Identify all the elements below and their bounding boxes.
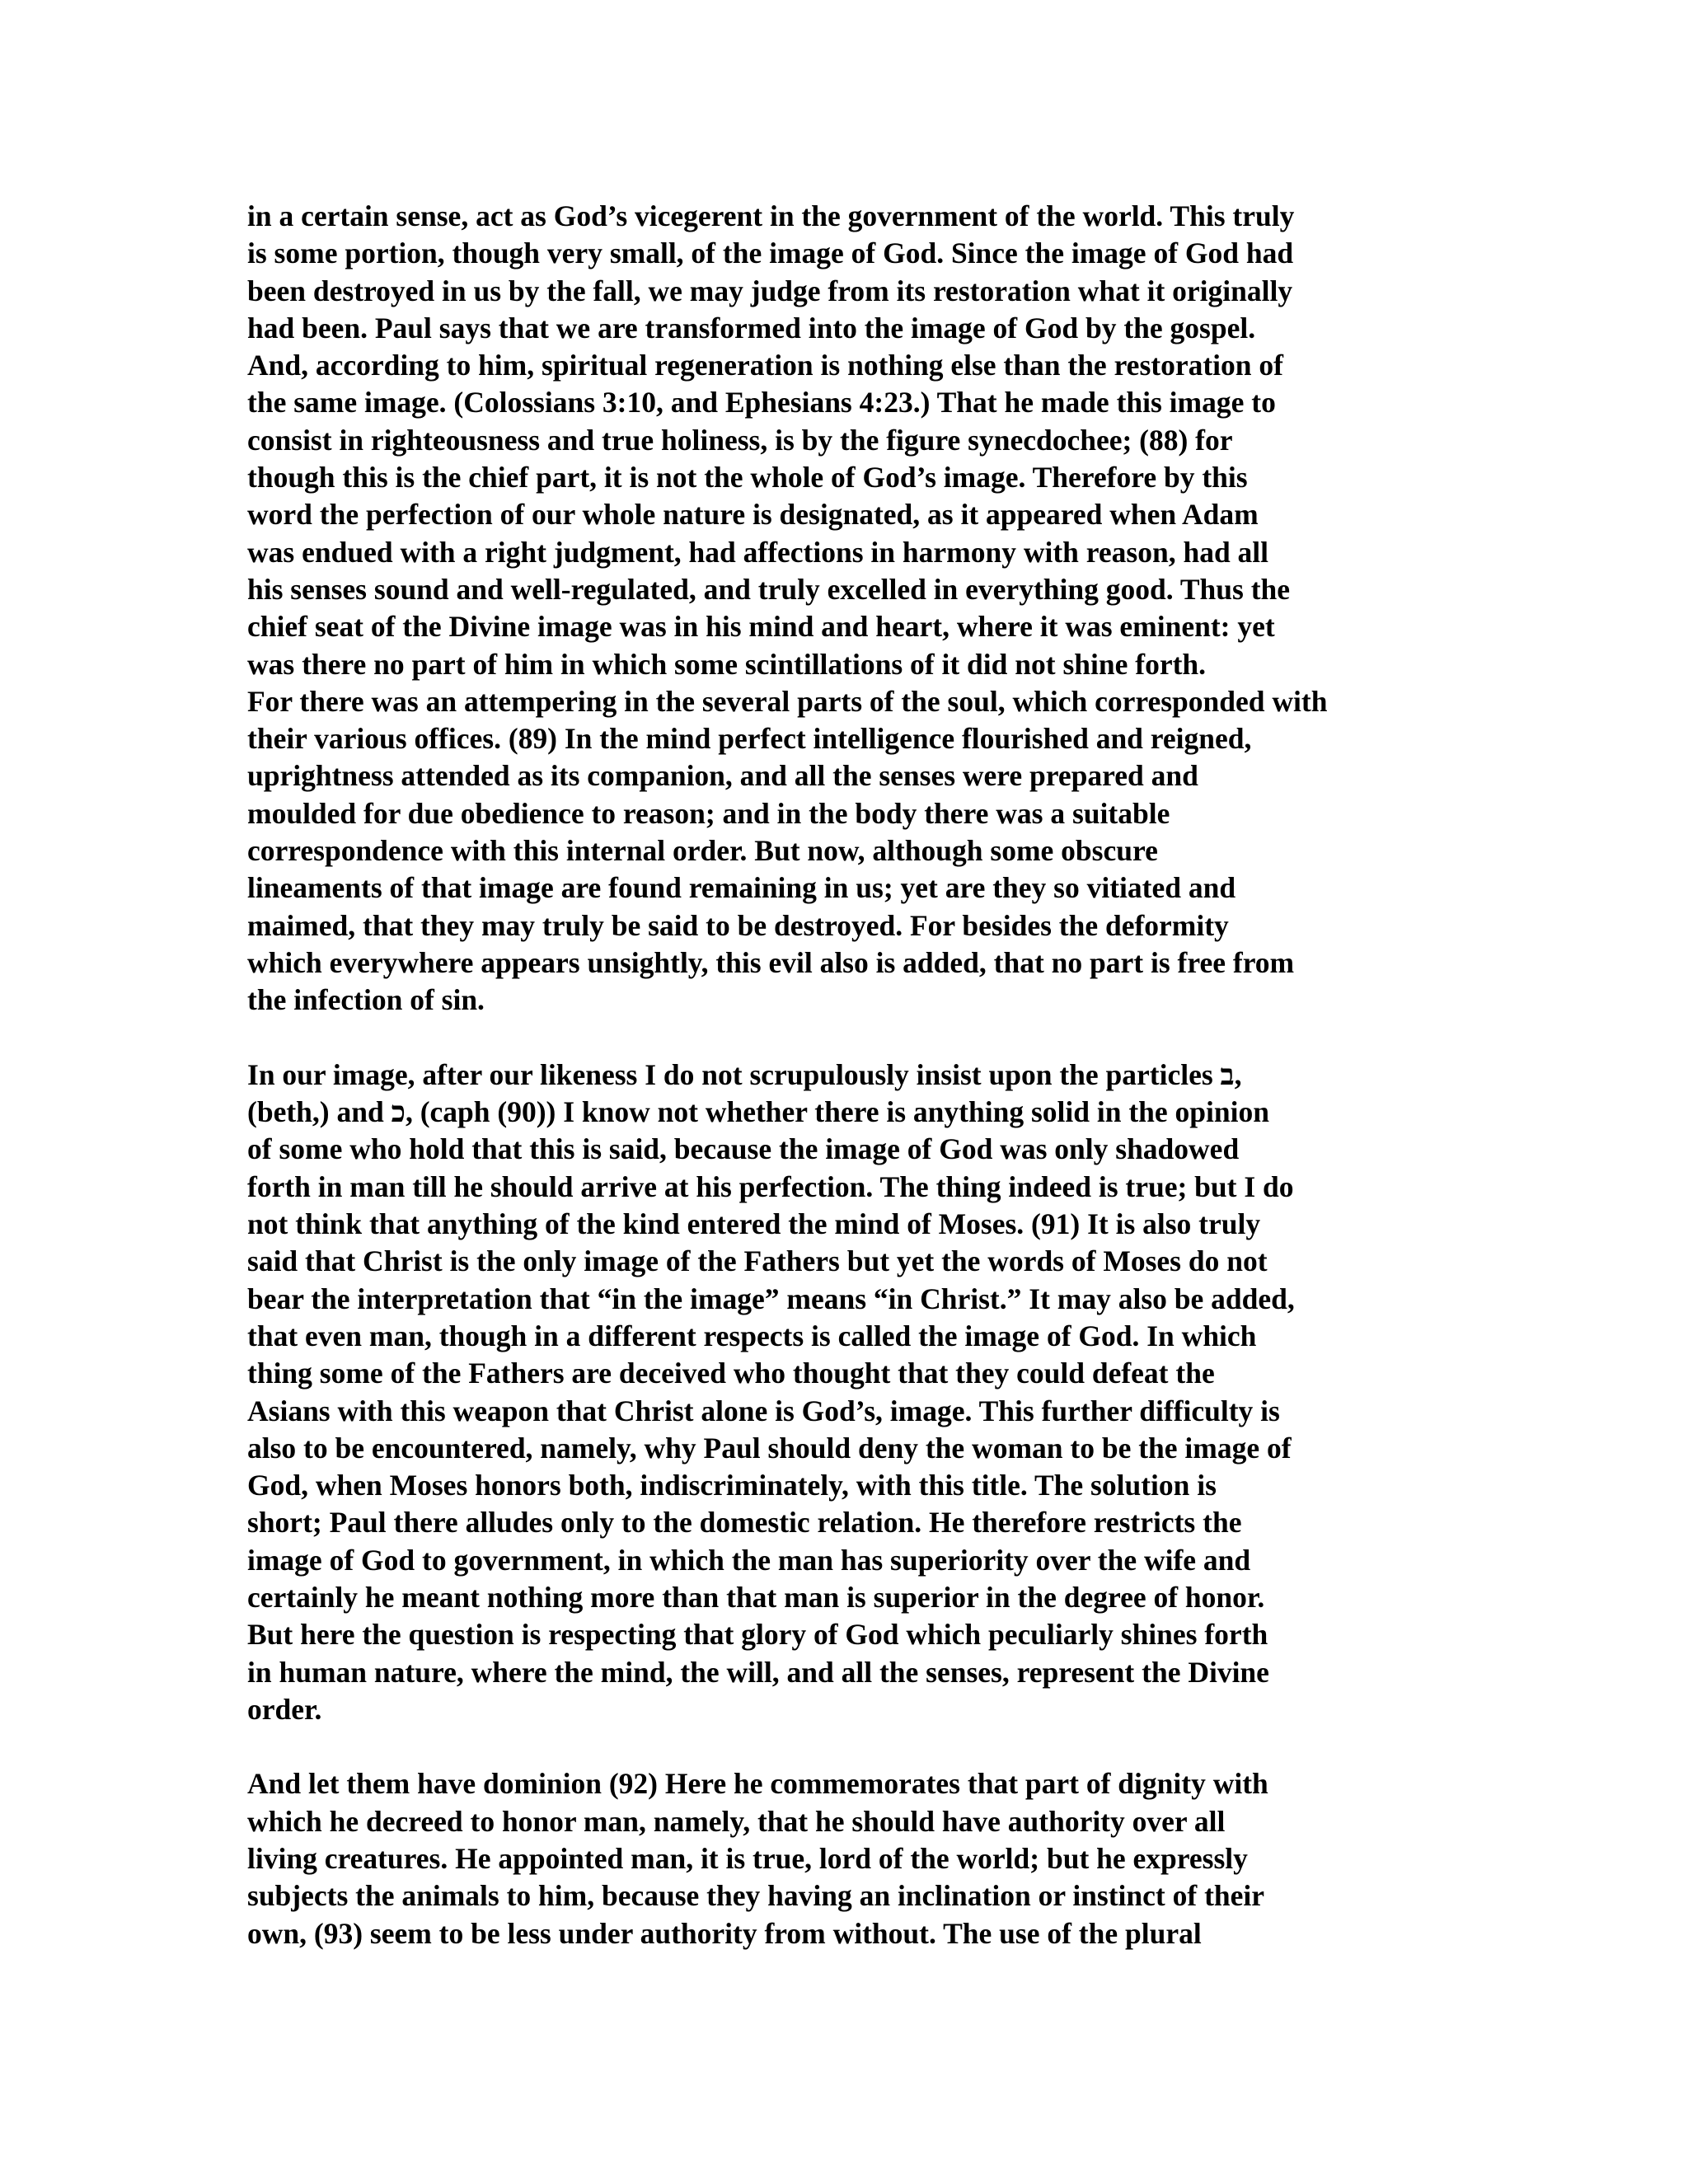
text-line: subjects the animals to him, because they having an inclination or instinct of their xyxy=(247,1879,1265,1913)
text-line: was there no part of him in which some scintillations of it did not shine forth. xyxy=(247,647,1207,681)
text-line: chief seat of the Divine image was in his mind and heart, where it was eminent: yet xyxy=(247,610,1275,644)
text-line: living creatures. He appointed man, it is true, lord of the world; but he expressly xyxy=(247,1842,1248,1876)
text-line: though this is the chief part, it is not the whole of God’s image. Therefore by this xyxy=(247,461,1248,494)
text-line: is some portion, though very small, of the image of God. Since the image of God had xyxy=(247,237,1294,270)
text-line: Asians with this weapon that Christ alone is God’s, image. This further difficulty is xyxy=(247,1394,1280,1427)
text-line: uprightness attended as its companion, and all the senses were prepared and xyxy=(247,759,1198,793)
text-line: God, when Moses honors both, indiscriminately, with this title. The solution is xyxy=(247,1469,1217,1502)
text-line: their various offices. (89) In the mind perfect intelligence flourished and reigned, xyxy=(247,722,1252,756)
text-line: word the perfection of our whole nature is designated, as it appeared when Adam xyxy=(247,498,1259,532)
text-line: had been. Paul says that we are transformed into the image of God by the gospel. xyxy=(247,311,1256,344)
text-line: in human nature, where the mind, the will, and all the senses, represent the Divine xyxy=(247,1655,1269,1689)
paragraph-2 xyxy=(247,1057,1434,1728)
paragraph-1 xyxy=(247,198,1434,1019)
text-line: lineaments of that image are found remaining in us; yet are they so vitiated and xyxy=(247,871,1236,905)
text-line: forth in man till he should arrive at his perfection. The thing indeed is true; but I do xyxy=(247,1169,1294,1203)
paragraph-spacer xyxy=(247,1728,1434,1765)
text-line: But here the question is respecting that glory of God which peculiarly shines forth xyxy=(247,1618,1268,1652)
text-line: which he decreed to honor man, namely, that he should have authority over all xyxy=(247,1804,1226,1838)
text-line: In our image, after our likeness I do not scrupulously insist upon the particles ב, xyxy=(247,1057,1242,1091)
paragraph-spacer xyxy=(247,1019,1434,1057)
text-line: moulded for due obedience to reason; and in the body there was a suitable xyxy=(247,796,1170,830)
text-line: correspondence with this internal order. But now, although some obscure xyxy=(247,834,1158,868)
paragraph-3 xyxy=(247,1765,1434,1952)
text-line: (beth,) and כ, (caph (90)) I know not whether there is anything solid in the opinion xyxy=(247,1095,1270,1129)
text-line: order. xyxy=(247,1692,322,1726)
text-line: been destroyed in us by the fall, we may judge from its restoration what it originally xyxy=(247,274,1293,307)
text-line: maimed, that they may truly be said to be destroyed. For besides the deformity xyxy=(247,908,1229,942)
text-line: the same image. (Colossians 3:10, and Ephesians 4:23.) That he made this image to xyxy=(247,386,1276,419)
text-line: that even man, though in a different respects is called the image of God. In which xyxy=(247,1319,1257,1352)
text-line: of some who hold that this is said, because the image of God was only shadowed xyxy=(247,1132,1240,1166)
text-line: not think that anything of the kind entered the mind of Moses. (91) It is also truly xyxy=(247,1207,1261,1241)
text-line: image of God to government, in which the man has superiority over the wife and xyxy=(247,1543,1251,1577)
text-line: short; Paul there alludes only to the domestic relation. He therefore restricts the xyxy=(247,1506,1242,1540)
document-body-text xyxy=(247,198,1434,1952)
text-line: For there was an attempering in the several parts of the soul, which corresponded with xyxy=(247,684,1328,718)
text-line: the infection of sin. xyxy=(247,983,485,1017)
text-line: his senses sound and well-regulated, and truly excelled in everything good. Thus the xyxy=(247,572,1291,606)
text-line: And, according to him, spiritual regeneration is nothing else than the restoration of xyxy=(247,349,1283,382)
text-line: consist in righteousness and true holiness, is by the figure synecdochee; (88) for xyxy=(247,423,1233,457)
text-line: bear the interpretation that “in the image” means “in Christ.” It may also be added, xyxy=(247,1282,1295,1315)
text-line: And let them have dominion (92) Here he commemorates that part of dignity with xyxy=(247,1767,1268,1801)
text-line: certainly he meant nothing more than that man is superior in the degree of honor. xyxy=(247,1580,1265,1614)
text-line: in a certain sense, act as God’s vicegerent in the government of the world. This truly xyxy=(247,199,1295,232)
text-line: said that Christ is the only image of the Fathers but yet the words of Moses do not xyxy=(247,1244,1268,1278)
text-line: own, (93) seem to be less under authority from without. The use of the plural xyxy=(247,1916,1202,1950)
text-line: thing some of the Fathers are deceived who thought that they could defeat the xyxy=(247,1357,1215,1390)
text-line: which everywhere appears unsightly, this evil also is added, that no part is free from xyxy=(247,945,1295,979)
text-line: also to be encountered, namely, why Paul should deny the woman to be the image of xyxy=(247,1431,1292,1465)
text-line: was endued with a right judgment, had affections in harmony with reason, had all xyxy=(247,535,1269,569)
